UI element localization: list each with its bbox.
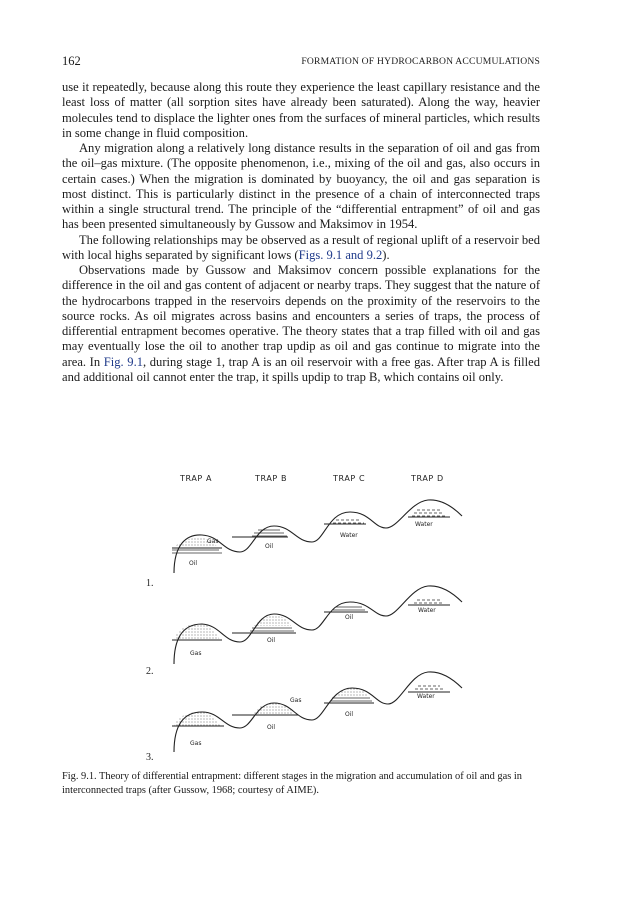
stage-2-trap-d-water	[414, 600, 444, 603]
paragraph-3-text-a: The following relationships may be observed as a result of regional uplift of a reservoir bed with local highs separated by significant lows (	[62, 232, 540, 262]
stage-2-label: 2.	[146, 666, 154, 677]
stage-3-oil-c-label: Oil	[345, 711, 354, 718]
stage-2-trap-a-gas	[174, 624, 220, 640]
stage-2-bed-top	[174, 586, 462, 664]
paragraph-4	[62, 263, 540, 385]
stage-1	[146, 500, 462, 589]
paragraph-4-text-a: Observations made by Gussow and Maksimov concern possible explanations for the difference in the oil and gas content of adjacent or nearby traps. They suggest that the nature of the hydrocarbons trapped in the reservoirs depends on the proximity of the reservoirs to the source rocks. As oil migrates across basins and encounters a series of traps, the process of differential entrapment becomes operative. The theory states that a trap filled with oil and gas may eventually lose the oil to another trap updip as oil and gas continue to migrate into the area. In	[62, 263, 540, 369]
stage-3-label: 3.	[146, 752, 154, 763]
stage-3-water-d-label: Water	[417, 693, 435, 700]
stage-3-trap-c-oil	[330, 698, 372, 701]
stage-3-trap-d-water	[415, 686, 444, 689]
page-number: 162	[62, 54, 81, 68]
trap-c-label: TRAP C	[333, 474, 366, 483]
trap-a-label: TRAP A	[180, 474, 213, 483]
figure-9-1	[62, 460, 540, 770]
trap-b-label: TRAP B	[255, 474, 288, 483]
stage-2-gas-label: Gas	[190, 650, 202, 657]
figure-caption: Fig. 9.1. Theory of differential entrapment: different stages in the migration and accumulation of oil and gas in interconnected traps (after Gussow, 1968; courtesy of AIME).	[62, 771, 522, 796]
stage-1-gas-label: Gas	[207, 538, 219, 545]
paragraph-2: Any migration along a relatively long distance results in the separation of oil and gas from the oil–gas mixture. (The opposite phenomenon, i.e., mixing of the oil and gas, also occurs in certain cases.) When the migration is dominated by buoyancy, the oil and gas separation is most distinct. This is particularly distinct in the presence of a chain of interconnected traps within a single structural trend. The principle of the “differential entrapment” of oil and gas has been presented simultaneously by Gussow and Maksimov in 1954.	[62, 141, 540, 232]
stage-2-oil-c-label: Oil	[345, 614, 354, 621]
paragraph-4-text-b: , during stage 1, trap A is an oil reservoir with a free gas. After trap A is filled and additional oil cannot enter the trap, it spills updip to trap B, which contains oil only.	[62, 354, 541, 384]
body-text	[62, 80, 540, 385]
stage-3-trap-b-gas	[254, 703, 294, 714]
running-head: FORMATION OF HYDROCARBON ACCUMULATIONS	[301, 56, 540, 67]
stage-2-oil-b-label: Oil	[267, 637, 276, 644]
figs-9-1-9-2-link[interactable]: Figs. 9.1 and 9.2	[298, 247, 383, 262]
paragraph-1: use it repeatedly, because along this route they experience the least capillary resistance and the least loss of matter (all sorption sites have already been saturated). Along the way, heavier molecules tend to displace the lighter ones from the surfaces of mineral particles, which results in some change in fluid composition.	[62, 80, 540, 140]
page-header	[62, 54, 540, 70]
stage-2-trap-b-oil	[250, 628, 294, 631]
stage-3-oil-b-label: Oil	[267, 724, 276, 731]
stage-3-gas-a-label: Gas	[190, 740, 202, 747]
stage-3-gas-b-label: Gas	[290, 697, 302, 704]
stage-1-label: 1.	[146, 578, 154, 589]
paragraph-3	[62, 233, 540, 264]
fig-9-1-link[interactable]: Fig. 9.1	[103, 354, 143, 369]
stage-1-oil-a-label: Oil	[189, 560, 198, 567]
stage-3	[146, 672, 462, 763]
stage-1-water-d-label: Water	[415, 521, 433, 528]
stage-2-water-d-label: Water	[418, 607, 436, 614]
stage-2	[146, 586, 462, 677]
trap-a-oil-fill	[172, 550, 222, 553]
stage-3-bed-top	[174, 672, 462, 752]
stage-1-oil-b-label: Oil	[265, 543, 274, 550]
trap-c-water	[333, 520, 364, 523]
paragraph-3-text-b: ).	[382, 247, 390, 262]
stage-1-water-c-label: Water	[340, 532, 358, 539]
differential-entrapment-diagram	[62, 460, 540, 770]
trap-d-label: TRAP D	[411, 474, 444, 483]
stage-1-bed-top	[174, 500, 462, 573]
trap-d-water	[412, 510, 446, 516]
stage-2-trap-c-oil	[333, 607, 365, 610]
